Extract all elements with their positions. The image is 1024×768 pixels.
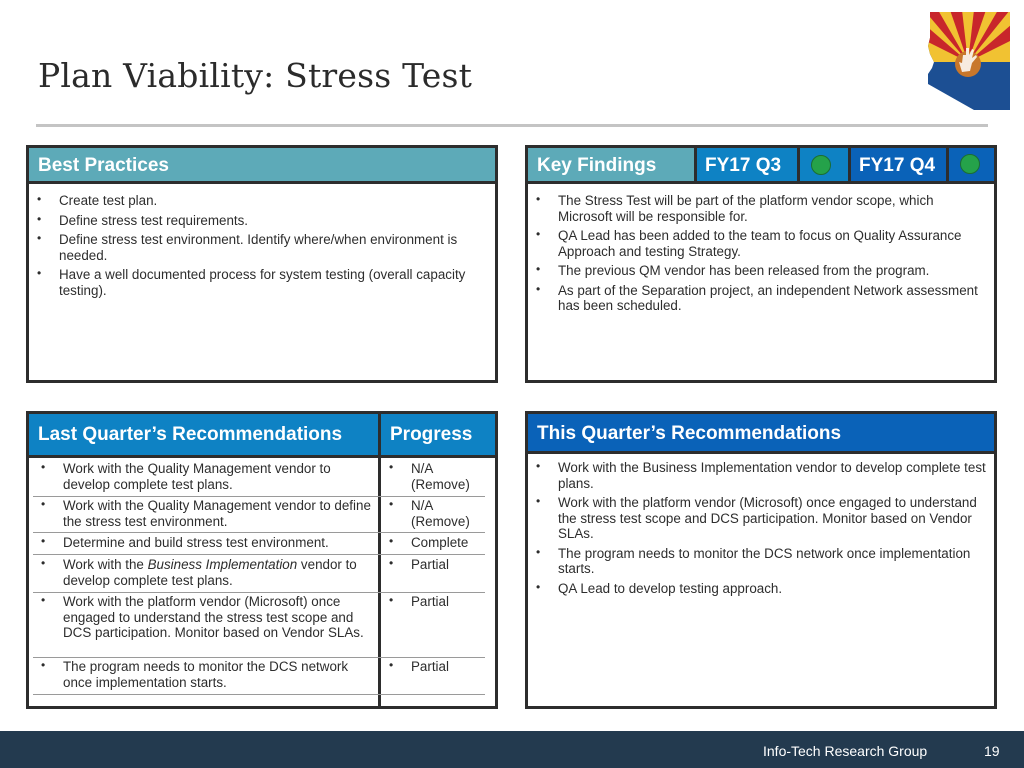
table-row (33, 498, 485, 533)
key-findings-list (528, 193, 988, 318)
business-implementation-emphasis: Business Implementation (147, 557, 298, 572)
table-row (33, 557, 485, 593)
table-row (33, 461, 485, 497)
recommendation-cell: • Determine and build stress test environment. (33, 535, 373, 551)
list-item: • Define stress test requirements. (29, 213, 491, 229)
key-findings-header: Key Findings (528, 148, 694, 184)
last-quarter-header: Last Quarter’s Recommendations (29, 414, 380, 455)
page-title: Plan Viability: Stress Test (38, 56, 473, 95)
status-dot-green (960, 154, 980, 174)
progress-header: Progress (381, 414, 495, 455)
recommendation-cell: • Work with the Quality Management vendor to define the stress test environment. (33, 498, 373, 529)
key-findings-panel (525, 145, 997, 383)
progress-cell: • Partial (381, 659, 491, 675)
recommendation-cell: • Work with the platform vendor (Microsoft) once engaged to understand the stress test scope and DCS participation. Monitor based on Vendor SLAs. (33, 594, 373, 641)
progress-cell: • N/A (Remove) (381, 498, 491, 529)
list-item: • The previous QM vendor has been released from the program. (528, 263, 988, 279)
list-item: • As part of the Separation project, an independent Network assessment has been scheduled. (528, 283, 988, 314)
fy17-q3-status (797, 148, 848, 184)
best-practices-panel (26, 145, 498, 383)
header-rule (29, 455, 495, 458)
best-practices-header: Best Practices (29, 148, 495, 184)
arizona-state-flag-icon (924, 10, 1012, 112)
page-number: 19 (984, 743, 1000, 759)
fy17-q4-label: FY17 Q4 (848, 148, 946, 184)
list-item: • QA Lead to develop testing approach. (528, 581, 988, 597)
list-item: • The Stress Test will be part of the platform vendor scope, which Microsoft will be responsible for. (528, 193, 988, 224)
table-row (33, 594, 485, 658)
recommendation-cell: • Work with the Quality Management vendor to develop complete test plans. (33, 461, 373, 492)
list-item: • Create test plan. (29, 193, 491, 209)
list-item: • The program needs to monitor the DCS network once implementation starts. (528, 546, 988, 577)
progress-cell: • Partial (381, 557, 491, 573)
list-item: • Work with the platform vendor (Microsoft) once engaged to understand the stress test scope and DCS participation. Monitor based on Vendor SLAs. (528, 495, 988, 542)
progress-cell: • N/A (Remove) (381, 461, 491, 492)
progress-cell: • Complete (381, 535, 491, 551)
progress-cell: • Partial (381, 594, 491, 610)
fy17-q3-label: FY17 Q3 (694, 148, 797, 184)
last-quarter-panel (26, 411, 498, 709)
footer-bar (0, 731, 1024, 768)
best-practices-list (29, 193, 491, 302)
table-row (33, 535, 485, 555)
title-divider (36, 124, 988, 127)
footer-org: Info-Tech Research Group (763, 743, 928, 759)
list-item: • QA Lead has been added to the team to focus on Quality Assurance Approach and testing Strategy. (528, 228, 988, 259)
list-item: • Define stress test environment. Identify where/when environment is needed. (29, 232, 491, 263)
this-quarter-list (528, 460, 988, 600)
table-row (33, 659, 485, 695)
recommendation-cell: • Work with the Business Implementation vendor to develop complete test plans. (33, 557, 373, 588)
this-quarter-header: This Quarter’s Recommendations (528, 414, 994, 454)
fy17-q4-status (946, 148, 994, 184)
list-item: • Work with the Business Implementation vendor to develop complete test plans. (528, 460, 988, 491)
status-dot-green (811, 155, 831, 175)
this-quarter-panel (525, 411, 997, 709)
list-item: • Have a well documented process for system testing (overall capacity testing). (29, 267, 491, 298)
recommendation-cell: • The program needs to monitor the DCS network once implementation starts. (33, 659, 373, 690)
